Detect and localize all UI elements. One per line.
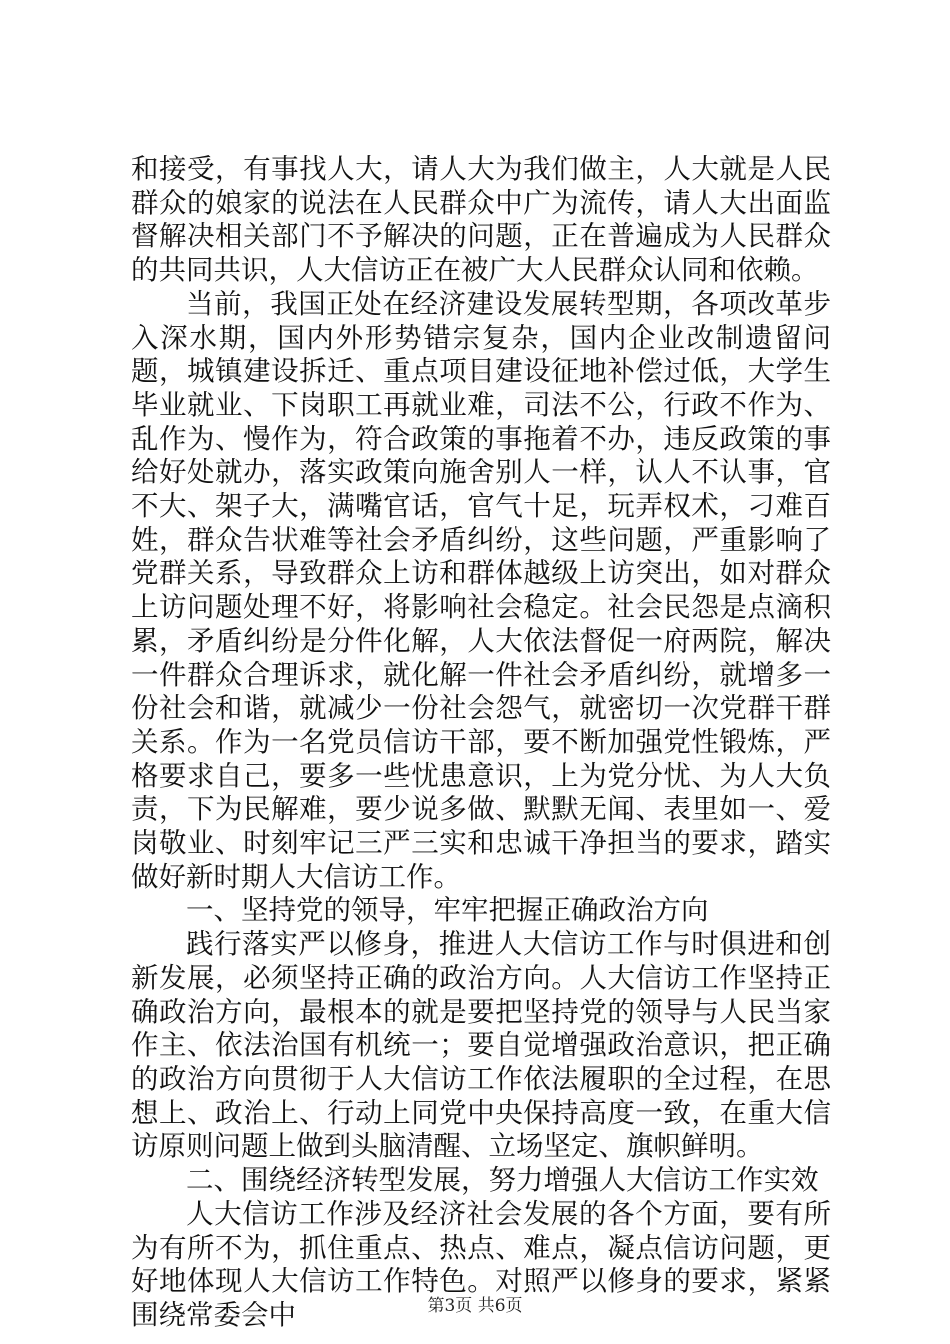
document-body — [131, 153, 831, 1333]
page-number-footer: 第3页 共6页 — [427, 1296, 523, 1316]
paragraph-work-effectiveness: 人大信访工作涉及经济社会发展的各个方面，要有所为有所不为，抓住重点、热点、难点，凝点信访问题，更好地体现人大信访工作特色。对照严以修身的要求，紧紧围绕常委会中 — [131, 1197, 831, 1331]
section-heading-2: 二、围绕经济转型发展，努力增强人大信访工作实效 — [186, 1164, 819, 1197]
section-heading-1: 一、坚持党的领导，牢牢把握正确政治方向 — [186, 894, 709, 927]
paragraph-political-direction: 践行落实严以修身，推进人大信访工作与时俱进和创新发展，必须坚持正确的政治方向。人大信访工作坚持正确政治方向，最根本的就是要把坚持党的领导与人民当家作主、依法治国有机统一；要自觉增强政治意识，把正确的政治方向贯彻于人大信访工作依法履职的全过程，在思想上、政治上、行动上同党中央保持高度一致，在重大信访原则问题上做到头脑清醒、立场坚定、旗帜鲜明。 — [131, 928, 831, 1163]
paragraph-continuation: 和接受，有事找人大，请人大为我们做主，人大就是人民群众的娘家的说法在人民群众中广为流传，请人大出面监督解决相关部门不予解决的问题，正在普遍成为人民群众的共同共识，人大信访正在被广大人民群众认同和依赖。 — [131, 153, 831, 287]
paragraph-current-situation: 当前，我国正处在经济建设发展转型期，各项改革步入深水期，国内外形势错宗复杂，国内企业改制遗留问题，城镇建设拆迁、重点项目建设征地补偿过低，大学生毕业就业、下岗职工再就业难，司法不公，行政不作为、乱作为、慢作为，符合政策的事拖着不办，违反政策的事给好处就办，落实政策向施舍别人一样，认人不认事，官不大、架子大，满嘴官话，官气十足，玩弄权术，刁难百姓，群众告状难等社会矛盾纠纷，这些问题，严重影响了党群关系，导致群众上访和群体越级上访突出，如对群众上访问题处理不好，将影响社会稳定。社会民怨是点滴积累，矛盾纠纷是分件化解，人大依法督促一府两院，解决一件群众合理诉求，就化解一件社会矛盾纠纷，就增多一份社会和谐，就减少一份社会怨气，就密切一次党群干群关系。作为一名党员信访干部，要不断加强党性锻炼，严格要求自己，要多一些忧患意识，上为党分忧、为人大负责，下为民解难，要少说多做、默默无闻、表里如一、爱岗敬业、时刻牢记三严三实和忠诚干净担当的要求，踏实做好新时期人大信访工作。 — [131, 287, 831, 893]
